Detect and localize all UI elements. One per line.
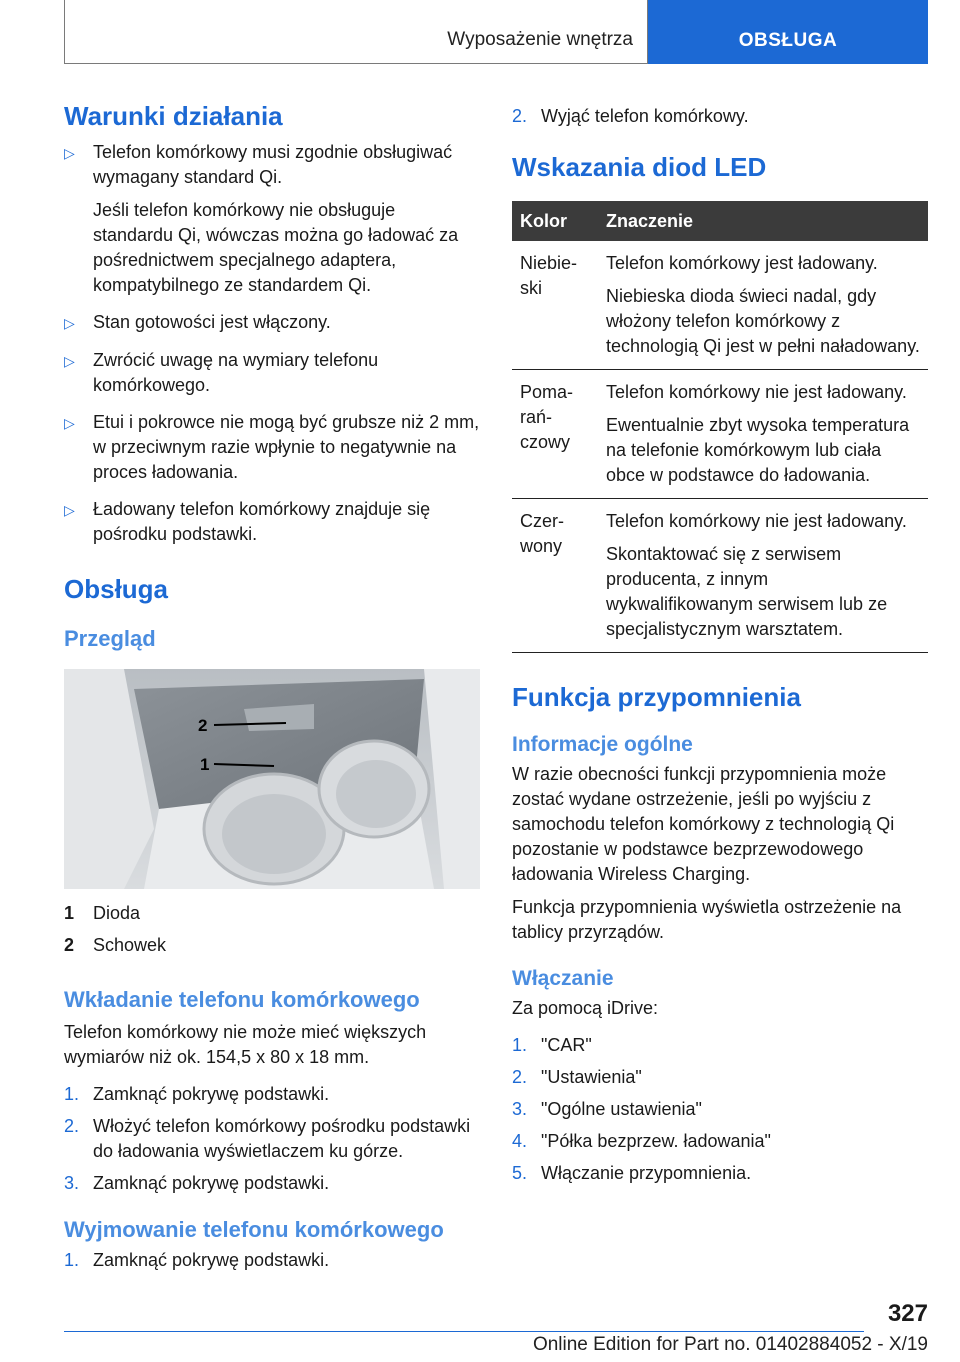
triangle-bullet-icon: ▷: [64, 353, 75, 369]
page-header: [64, 0, 928, 64]
heading-overview: Przegląd: [64, 626, 156, 651]
triangle-bullet-icon: ▷: [64, 415, 75, 431]
bullet-note: Jeśli telefon komórkowy nie obsługuje standardu Qi, wówczas można go ładować za pośrednictwem specjalnego adaptera, kompatybilnego ze standardem Qi.: [93, 200, 459, 295]
insert-text: Telefon komórkowy nie może mieć większych wymiarów niż ok. 154,5 x 80 x 18 mm.: [64, 1022, 427, 1067]
heading-general: Informacje ogólne: [512, 733, 693, 756]
console-photo: [64, 669, 480, 889]
heading-operation: Obsługa: [64, 574, 169, 604]
list-item: 1. Zamknąć pokrywę podstawki.: [64, 1084, 330, 1104]
photo-legend: [64, 901, 480, 958]
list-item: 3. Zamknąć pokrywę podstawki.: [64, 1173, 330, 1193]
list-item: 5. Włączanie przypomnienia.: [512, 1163, 752, 1183]
heading-conditions: Warunki działania: [64, 101, 283, 131]
general-text-1: W razie obecności funkcji przypomnienia może zostać wydane ostrzeżenie, jeśli po wyjściu z samochodu telefon komórkowy z technologią Qi pozostanie w podstawce bezprzewodowego ładowania Wireless Charging.: [512, 764, 895, 884]
list-item: ▷ Ładowany telefon komórkowy znajduje się pośrodku podstawki.: [64, 497, 480, 547]
chapter-tab[interactable]: OBSŁUGA: [648, 0, 928, 64]
list-item: 1. "CAR": [512, 1035, 592, 1055]
remove-steps: [64, 1248, 480, 1273]
list-item: 2. Włożyć telefon komórkowy pośrodku podstawki do ładowania wyświetlaczem ku górze.: [64, 1116, 471, 1161]
list-item: 2. Wyjąć telefon komórkowy.: [512, 106, 749, 126]
list-item: ▷ Stan gotowości jest włączony.: [64, 310, 480, 336]
table-row: Czer- wony Telefon komórkowy nie jest ładowany. Skontaktować się z serwisem producenta, z innym wykwalifikowanym serwisem lub ze specjalistycznym warsztatem.: [512, 499, 928, 653]
heading-led: Wskazania diod LED: [512, 152, 767, 182]
list-item: 2. "Ustawienia": [512, 1067, 642, 1087]
list-item: 3. "Ogólne ustawienia": [512, 1099, 702, 1119]
triangle-bullet-icon: ▷: [64, 502, 75, 518]
table-row: Niebie- ski Telefon komórkowy jest ładowany. Niebieska dioda świeci nadal, gdy włożony telefon komórkowy z technologią Qi jest w pełni naładowany.: [512, 241, 928, 370]
left-column: [64, 100, 480, 1273]
footer-divider: [64, 1331, 864, 1332]
table-row: Poma- rań- czowy Telefon komórkowy nie jest ładowany. Ewentualnie zbyt wysoka temperatura na telefonie komórkowym lub ciała obce w podstawce do ładowania.: [512, 370, 928, 499]
list-item: ▷ Etui i pokrowce nie mogą być grubsze niż 2 mm, w przeciwnym razie wpłynie to negatywnie na proces ładowania.: [64, 410, 480, 485]
heading-insert: Wkładanie telefonu komórkowego: [64, 987, 420, 1012]
list-item: 4. "Półka bezprzew. ładowania": [512, 1131, 771, 1151]
page-number: 327: [887, 1300, 928, 1327]
list-item: ▷ Telefon komórkowy musi zgodnie obsługiwać wymagany standard Qi.: [64, 140, 480, 190]
heading-remove: Wyjmowanie telefonu komórkowego: [64, 1217, 444, 1242]
general-text-2: Funkcja przypomnienia wyświetla ostrzeżenie na tablicy przyrządów.: [512, 897, 902, 942]
led-table: [512, 201, 928, 653]
right-column: [512, 100, 928, 1186]
enable-intro: Za pomocą iDrive:: [512, 998, 659, 1018]
callout-2: 2: [198, 716, 208, 735]
triangle-bullet-icon: ▷: [64, 145, 75, 161]
legend-item: 1 Dioda: [64, 903, 141, 923]
conditions-list: [64, 140, 480, 547]
triangle-bullet-icon: ▷: [64, 315, 75, 331]
list-item: ▷ Zwrócić uwagę na wymiary telefonu komórkowego.: [64, 348, 480, 398]
edition-text: Online Edition for Part no. 01402884052 - X/19: [532, 1334, 928, 1355]
callout-1: 1: [200, 755, 210, 774]
heading-reminder: Funkcja przypomnienia: [512, 682, 801, 712]
table-header-color: Kolor: [512, 201, 598, 241]
table-header-meaning: Znaczenie: [598, 201, 928, 241]
list-item: 1. Zamknąć pokrywę podstawki.: [64, 1250, 330, 1270]
section-title: Wyposażenie wnętrza: [64, 0, 648, 64]
enable-steps: [512, 1033, 928, 1186]
insert-steps: [64, 1082, 480, 1196]
legend-item: 2 Schowek: [64, 935, 167, 955]
charging-tray-illustration: [64, 669, 480, 889]
heading-enable: Włączanie: [512, 967, 614, 990]
